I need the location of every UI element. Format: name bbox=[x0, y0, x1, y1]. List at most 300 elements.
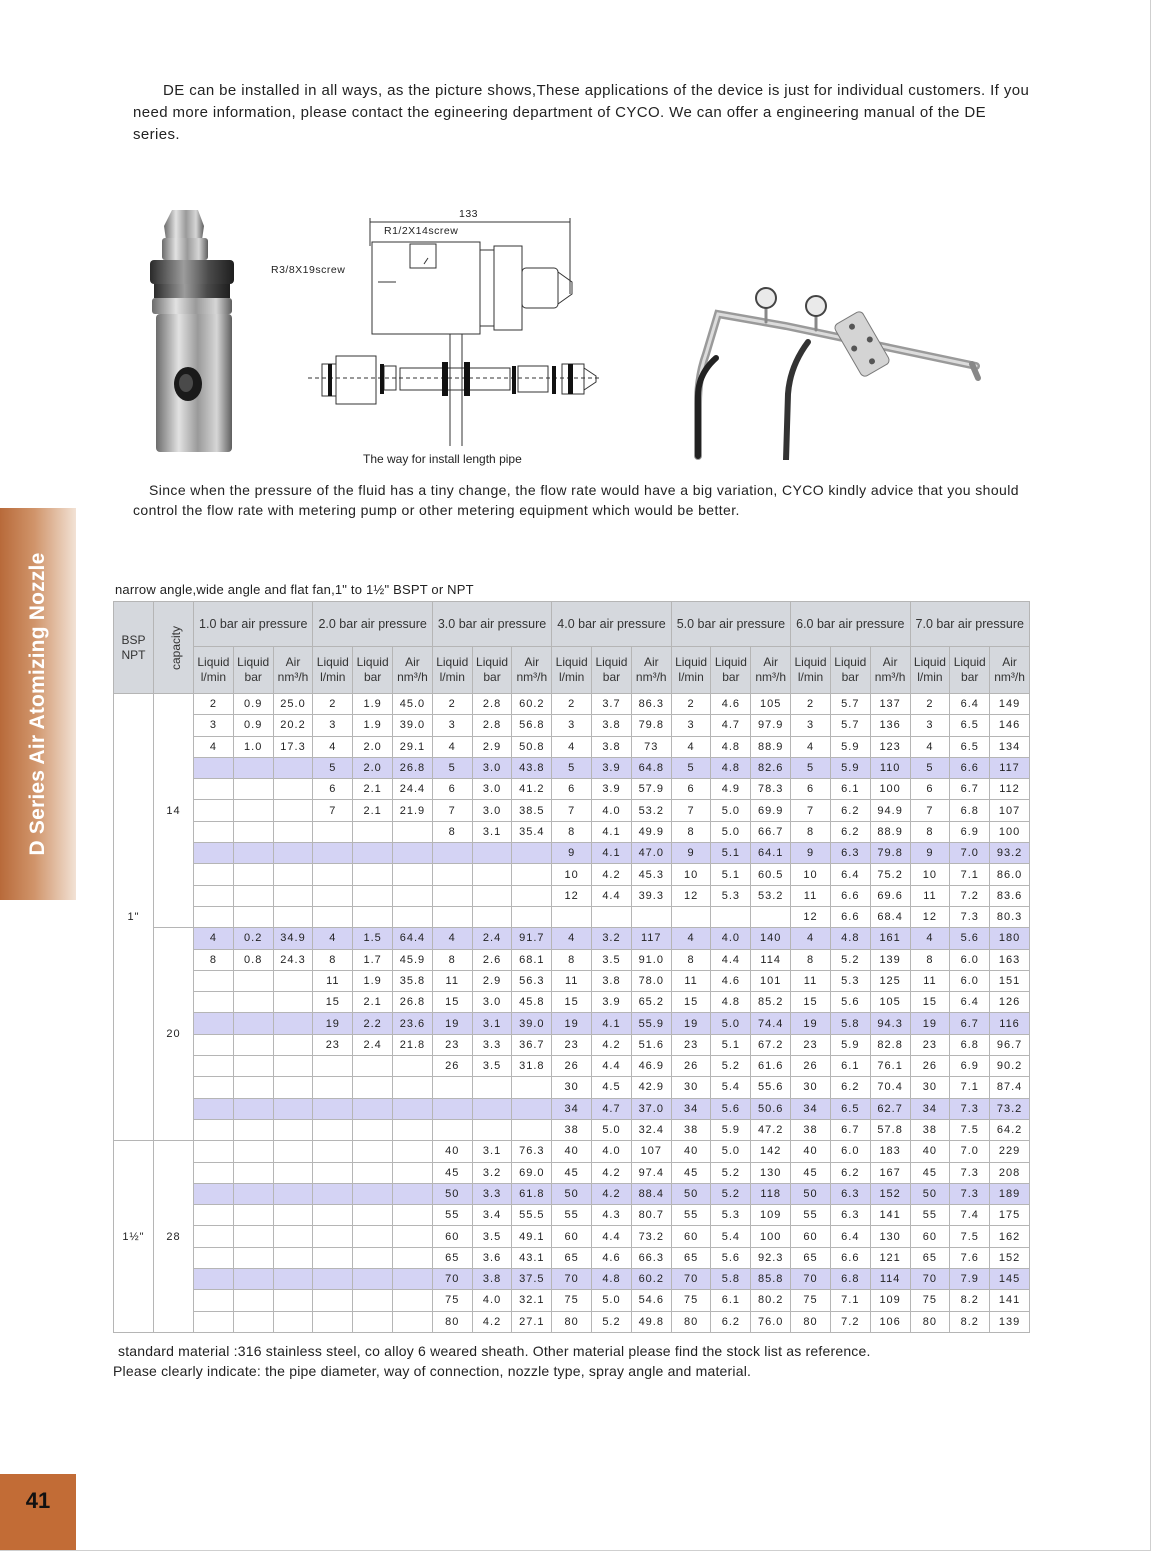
table-cell bbox=[313, 1183, 353, 1204]
table-cell: 1.9 bbox=[353, 694, 393, 715]
table-cell: 75 bbox=[791, 1290, 831, 1311]
table-cell: 7.1 bbox=[830, 1290, 870, 1311]
table-cell: 24.3 bbox=[273, 949, 313, 970]
table-cell: 151 bbox=[990, 970, 1030, 991]
table-row bbox=[114, 821, 1030, 842]
table-cell: 5.9 bbox=[830, 757, 870, 778]
table-cell: 86.3 bbox=[631, 694, 671, 715]
table-cell: 10 bbox=[910, 864, 950, 885]
table-cell: 55.6 bbox=[751, 1077, 791, 1098]
table-cell: 64.1 bbox=[751, 843, 791, 864]
table-cell: 8 bbox=[432, 949, 472, 970]
table-cell bbox=[592, 906, 632, 927]
table-cell: 40 bbox=[432, 1141, 472, 1162]
table-cell: 3.5 bbox=[472, 1226, 512, 1247]
table-cell: 34 bbox=[910, 1098, 950, 1119]
table-cell: 30 bbox=[910, 1077, 950, 1098]
table-cell: 6.5 bbox=[950, 736, 990, 757]
table-cell bbox=[353, 1119, 393, 1140]
sub-header: Liquid bar bbox=[592, 647, 632, 694]
table-cell: 5.7 bbox=[830, 715, 870, 736]
pressure-header: 4.0 bar air pressure bbox=[552, 602, 671, 647]
sub-header: Liquid l/min bbox=[791, 647, 831, 694]
table-cell: 5.3 bbox=[830, 970, 870, 991]
table-cell: 121 bbox=[870, 1247, 910, 1268]
table-cell bbox=[194, 1141, 234, 1162]
table-cell: 4 bbox=[552, 736, 592, 757]
table-cell: 2.9 bbox=[472, 970, 512, 991]
table-cell: 116 bbox=[990, 1013, 1030, 1034]
table-cell: 8 bbox=[313, 949, 353, 970]
table-cell: 85.2 bbox=[751, 992, 791, 1013]
table-cell bbox=[313, 1205, 353, 1226]
table-cell: 8 bbox=[432, 821, 472, 842]
table-cell: 142 bbox=[751, 1141, 791, 1162]
table-cell: 26 bbox=[791, 1056, 831, 1077]
table-cell bbox=[194, 992, 234, 1013]
table-cell: 4.8 bbox=[711, 736, 751, 757]
table-cell: 23 bbox=[432, 1034, 472, 1055]
table-cell: 4 bbox=[432, 928, 472, 949]
table-cell: 4 bbox=[313, 928, 353, 949]
capacity-cell: 14 bbox=[154, 694, 194, 928]
table-cell: 5.1 bbox=[711, 864, 751, 885]
table-cell: 70 bbox=[910, 1269, 950, 1290]
table-cell bbox=[353, 1226, 393, 1247]
table-cell: 40 bbox=[910, 1141, 950, 1162]
table-cell bbox=[273, 843, 313, 864]
table-cell: 107 bbox=[631, 1141, 671, 1162]
table-cell: 6.3 bbox=[830, 843, 870, 864]
table-cell: 3.5 bbox=[592, 949, 632, 970]
table-cell: 4.8 bbox=[830, 928, 870, 949]
table-cell bbox=[313, 821, 353, 842]
table-cell: 8 bbox=[194, 949, 234, 970]
table-cell bbox=[313, 1119, 353, 1140]
table-cell bbox=[233, 1311, 273, 1332]
pressure-header: 5.0 bar air pressure bbox=[671, 602, 790, 647]
table-cell bbox=[353, 1077, 393, 1098]
table-cell: 141 bbox=[870, 1205, 910, 1226]
table-row bbox=[114, 694, 1030, 715]
table-cell: 10 bbox=[552, 864, 592, 885]
table-cell: 4 bbox=[313, 736, 353, 757]
table-cell: 45 bbox=[791, 1162, 831, 1183]
table-cell: 161 bbox=[870, 928, 910, 949]
table-cell bbox=[273, 1141, 313, 1162]
table-cell: 7 bbox=[552, 800, 592, 821]
table-cell: 8 bbox=[671, 949, 711, 970]
table-cell bbox=[233, 1119, 273, 1140]
table-cell: 6 bbox=[910, 779, 950, 800]
table-cell: 5 bbox=[552, 757, 592, 778]
table-cell: 6.7 bbox=[950, 1013, 990, 1034]
table-cell: 70 bbox=[791, 1269, 831, 1290]
table-cell: 69.9 bbox=[751, 800, 791, 821]
table-cell: 3.3 bbox=[472, 1034, 512, 1055]
table-cell: 6.2 bbox=[830, 1077, 870, 1098]
table-row bbox=[114, 1013, 1030, 1034]
table-cell: 68.4 bbox=[870, 906, 910, 927]
footer-order-note: Please clearly indicate: the pipe diameter, way of connection, nozzle type, spray angle and material. bbox=[113, 1363, 752, 1379]
table-cell: 51.6 bbox=[631, 1034, 671, 1055]
table-cell bbox=[353, 885, 393, 906]
table-cell: 4.2 bbox=[472, 1311, 512, 1332]
table-cell: 46.9 bbox=[631, 1056, 671, 1077]
table-cell: 4.0 bbox=[711, 928, 751, 949]
table-cell: 7 bbox=[671, 800, 711, 821]
table-cell bbox=[233, 864, 273, 885]
table-cell bbox=[233, 1034, 273, 1055]
table-cell: 50 bbox=[910, 1183, 950, 1204]
table-cell bbox=[233, 800, 273, 821]
table-cell: 3.0 bbox=[472, 757, 512, 778]
table-cell: 17.3 bbox=[273, 736, 313, 757]
table-cell: 5 bbox=[432, 757, 472, 778]
table-cell: 76.0 bbox=[751, 1311, 791, 1332]
table-cell: 0.9 bbox=[233, 715, 273, 736]
table-cell: 78.3 bbox=[751, 779, 791, 800]
table-cell: 35.4 bbox=[512, 821, 552, 842]
table-cell: 4.9 bbox=[711, 779, 751, 800]
table-cell: 6.3 bbox=[830, 1183, 870, 1204]
table-cell: 7.3 bbox=[950, 906, 990, 927]
table-cell: 57.9 bbox=[631, 779, 671, 800]
table-cell: 3.8 bbox=[592, 715, 632, 736]
table-cell: 32.1 bbox=[512, 1290, 552, 1311]
table-cell: 42.9 bbox=[631, 1077, 671, 1098]
table-cell: 6 bbox=[432, 779, 472, 800]
sub-header: Liquid bar bbox=[950, 647, 990, 694]
table-cell bbox=[194, 1311, 234, 1332]
table-cell bbox=[233, 1098, 273, 1119]
table-cell: 45 bbox=[552, 1162, 592, 1183]
table-cell: 15 bbox=[552, 992, 592, 1013]
table-cell: 12 bbox=[791, 906, 831, 927]
table-cell: 6.7 bbox=[950, 779, 990, 800]
table-cell: 6.6 bbox=[830, 885, 870, 906]
table-cell bbox=[194, 1013, 234, 1034]
nozzle-photo bbox=[140, 208, 244, 456]
table-cell bbox=[273, 821, 313, 842]
table-cell: 6.0 bbox=[830, 1141, 870, 1162]
technical-drawing bbox=[300, 206, 612, 454]
table-cell bbox=[233, 843, 273, 864]
table-cell: 189 bbox=[990, 1183, 1030, 1204]
table-cell bbox=[313, 1269, 353, 1290]
table-cell: 94.3 bbox=[870, 1013, 910, 1034]
table-cell: 3.9 bbox=[592, 757, 632, 778]
table-cell: 49.9 bbox=[631, 821, 671, 842]
table-cell: 6.6 bbox=[830, 906, 870, 927]
table-cell bbox=[194, 970, 234, 991]
table-cell bbox=[472, 885, 512, 906]
table-cell: 38 bbox=[910, 1119, 950, 1140]
table-cell: 3.9 bbox=[592, 992, 632, 1013]
table-cell: 80.3 bbox=[990, 906, 1030, 927]
table-cell: 7.1 bbox=[950, 864, 990, 885]
table-cell: 10 bbox=[671, 864, 711, 885]
table-cell: 149 bbox=[990, 694, 1030, 715]
table-cell: 6.0 bbox=[950, 949, 990, 970]
table-cell: 11 bbox=[910, 970, 950, 991]
table-cell: 9 bbox=[552, 843, 592, 864]
table-cell: 3.0 bbox=[472, 800, 512, 821]
table-cell: 5.3 bbox=[711, 885, 751, 906]
table-cell: 3.2 bbox=[472, 1162, 512, 1183]
table-cell: 70 bbox=[671, 1269, 711, 1290]
table-cell: 45 bbox=[671, 1162, 711, 1183]
table-cell: 4 bbox=[791, 928, 831, 949]
table-cell: 145 bbox=[990, 1269, 1030, 1290]
table-cell: 4.6 bbox=[592, 1247, 632, 1268]
table-cell: 4.0 bbox=[592, 800, 632, 821]
table-cell bbox=[313, 906, 353, 927]
table-cell: 125 bbox=[870, 970, 910, 991]
table-row bbox=[114, 1056, 1030, 1077]
table-cell: 2 bbox=[671, 694, 711, 715]
sub-header: Air nm³/h bbox=[273, 647, 313, 694]
table-cell bbox=[393, 1226, 433, 1247]
table-cell bbox=[313, 1290, 353, 1311]
table-cell: 92.3 bbox=[751, 1247, 791, 1268]
table-cell bbox=[273, 885, 313, 906]
table-cell: 8 bbox=[791, 949, 831, 970]
table-cell: 65 bbox=[671, 1247, 711, 1268]
capacity-header: capacity bbox=[154, 602, 194, 694]
table-cell bbox=[273, 970, 313, 991]
table-cell: 15 bbox=[432, 992, 472, 1013]
table-cell: 5.0 bbox=[711, 800, 751, 821]
table-cell: 140 bbox=[751, 928, 791, 949]
table-cell bbox=[353, 864, 393, 885]
table-cell: 68.1 bbox=[512, 949, 552, 970]
table-cell: 4.2 bbox=[592, 1162, 632, 1183]
table-cell: 2.0 bbox=[353, 757, 393, 778]
table-cell: 6.4 bbox=[950, 694, 990, 715]
table-cell: 61.6 bbox=[751, 1056, 791, 1077]
table-cell: 7.6 bbox=[950, 1247, 990, 1268]
table-cell: 93.2 bbox=[990, 843, 1030, 864]
table-cell: 5.8 bbox=[711, 1269, 751, 1290]
table-row bbox=[114, 928, 1030, 949]
table-row bbox=[114, 1119, 1030, 1140]
table-cell: 6.6 bbox=[950, 757, 990, 778]
table-cell: 1.9 bbox=[353, 970, 393, 991]
table-cell: 2.8 bbox=[472, 694, 512, 715]
table-cell: 2 bbox=[552, 694, 592, 715]
table-cell bbox=[273, 1013, 313, 1034]
table-cell: 6.5 bbox=[830, 1098, 870, 1119]
table-cell: 4.7 bbox=[711, 715, 751, 736]
table-cell: 9 bbox=[791, 843, 831, 864]
table-cell: 49.8 bbox=[631, 1311, 671, 1332]
table-cell: 7.0 bbox=[950, 843, 990, 864]
table-cell: 6 bbox=[313, 779, 353, 800]
dimension-label: 133 bbox=[459, 208, 479, 220]
table-cell: 229 bbox=[990, 1141, 1030, 1162]
table-cell bbox=[353, 1311, 393, 1332]
table-cell: 47.0 bbox=[631, 843, 671, 864]
table-cell: 75 bbox=[671, 1290, 711, 1311]
table-cell bbox=[194, 821, 234, 842]
table-cell bbox=[313, 1141, 353, 1162]
table-cell: 24.4 bbox=[393, 779, 433, 800]
table-cell: 5.0 bbox=[592, 1290, 632, 1311]
table-cell: 3.1 bbox=[472, 1013, 512, 1034]
table-cell: 137 bbox=[870, 694, 910, 715]
table-row bbox=[114, 864, 1030, 885]
table-cell: 45 bbox=[432, 1162, 472, 1183]
table-cell: 114 bbox=[870, 1269, 910, 1290]
table-cell: 6.9 bbox=[950, 1056, 990, 1077]
table-cell: 23 bbox=[552, 1034, 592, 1055]
sub-header: Liquid bar bbox=[711, 647, 751, 694]
table-cell: 3.7 bbox=[592, 694, 632, 715]
table-row bbox=[114, 1247, 1030, 1268]
table-cell bbox=[472, 1077, 512, 1098]
table-cell: 3 bbox=[194, 715, 234, 736]
table-cell: 80.2 bbox=[751, 1290, 791, 1311]
table-cell: 5 bbox=[791, 757, 831, 778]
table-cell: 10 bbox=[791, 864, 831, 885]
table-cell: 27.1 bbox=[512, 1311, 552, 1332]
table-cell: 5.9 bbox=[711, 1119, 751, 1140]
table-row bbox=[114, 949, 1030, 970]
table-cell: 163 bbox=[990, 949, 1030, 970]
table-cell: 6.7 bbox=[830, 1119, 870, 1140]
screw-label-2: R3/8X19screw bbox=[271, 264, 346, 276]
sub-header: Air nm³/h bbox=[990, 647, 1030, 694]
table-cell: 4.1 bbox=[592, 1013, 632, 1034]
table-cell bbox=[233, 906, 273, 927]
table-row bbox=[114, 779, 1030, 800]
table-cell: 4 bbox=[194, 928, 234, 949]
table-cell: 19 bbox=[671, 1013, 711, 1034]
table-cell: 100 bbox=[751, 1226, 791, 1247]
footer-material-note: standard material :316 stainless steel, co alloy 6 weared sheath. Other material please find the stock list as reference. bbox=[118, 1343, 871, 1359]
table-cell: 2.4 bbox=[353, 1034, 393, 1055]
table-cell: 2.9 bbox=[472, 736, 512, 757]
table-cell bbox=[273, 1162, 313, 1183]
table-cell: 4.6 bbox=[711, 970, 751, 991]
sub-header: Liquid l/min bbox=[194, 647, 234, 694]
table-cell: 97.4 bbox=[631, 1162, 671, 1183]
table-cell bbox=[472, 843, 512, 864]
table-cell: 6.0 bbox=[950, 970, 990, 991]
table-cell: 180 bbox=[990, 928, 1030, 949]
pressure-header: 7.0 bar air pressure bbox=[910, 602, 1029, 647]
table-row bbox=[114, 1290, 1030, 1311]
table-cell bbox=[194, 1205, 234, 1226]
table-cell: 30 bbox=[552, 1077, 592, 1098]
table-cell bbox=[273, 1269, 313, 1290]
table-cell: 50 bbox=[552, 1183, 592, 1204]
table-cell: 5.0 bbox=[711, 1141, 751, 1162]
table-cell bbox=[432, 906, 472, 927]
table-cell bbox=[671, 906, 711, 927]
table-cell: 3.9 bbox=[592, 779, 632, 800]
table-cell bbox=[353, 1162, 393, 1183]
table-cell: 6.2 bbox=[830, 1162, 870, 1183]
table-cell: 85.8 bbox=[751, 1269, 791, 1290]
table-cell: 5 bbox=[671, 757, 711, 778]
table-cell: 6.2 bbox=[711, 1311, 751, 1332]
table-cell: 8 bbox=[791, 821, 831, 842]
table-cell: 6.4 bbox=[950, 992, 990, 1013]
table-cell: 60.2 bbox=[512, 694, 552, 715]
table-cell bbox=[194, 1183, 234, 1204]
sub-header: Liquid l/min bbox=[313, 647, 353, 694]
table-cell bbox=[393, 1162, 433, 1183]
table-cell bbox=[194, 864, 234, 885]
table-cell: 5.4 bbox=[711, 1077, 751, 1098]
table-cell: 5 bbox=[910, 757, 950, 778]
table-cell: 5.2 bbox=[592, 1311, 632, 1332]
table-cell bbox=[393, 821, 433, 842]
table-cell bbox=[273, 1226, 313, 1247]
table-cell: 79.8 bbox=[870, 843, 910, 864]
table-cell: 4 bbox=[791, 736, 831, 757]
table-cell: 11 bbox=[671, 970, 711, 991]
table-cell: 69.0 bbox=[512, 1162, 552, 1183]
table-cell: 45.3 bbox=[631, 864, 671, 885]
table-row bbox=[114, 992, 1030, 1013]
table-cell: 73 bbox=[631, 736, 671, 757]
table-cell: 32.4 bbox=[631, 1119, 671, 1140]
table-cell: 4 bbox=[671, 736, 711, 757]
table-cell: 75 bbox=[432, 1290, 472, 1311]
table-cell bbox=[432, 1098, 472, 1119]
table-cell: 26 bbox=[671, 1056, 711, 1077]
table-cell bbox=[233, 1056, 273, 1077]
table-cell: 3 bbox=[552, 715, 592, 736]
table-cell: 57.8 bbox=[870, 1119, 910, 1140]
table-cell: 50 bbox=[791, 1183, 831, 1204]
table-cell: 53.2 bbox=[631, 800, 671, 821]
table-cell: 66.3 bbox=[631, 1247, 671, 1268]
table-cell: 5.2 bbox=[711, 1056, 751, 1077]
table-cell bbox=[233, 1013, 273, 1034]
table-cell: 55 bbox=[671, 1205, 711, 1226]
table-cell: 6.1 bbox=[711, 1290, 751, 1311]
table-cell bbox=[273, 1183, 313, 1204]
table-cell bbox=[273, 1247, 313, 1268]
table-cell: 3.3 bbox=[472, 1183, 512, 1204]
table-cell: 45.9 bbox=[393, 949, 433, 970]
table-cell: 45.0 bbox=[393, 694, 433, 715]
table-cell: 5.3 bbox=[711, 1205, 751, 1226]
table-cell: 55 bbox=[791, 1205, 831, 1226]
table-cell: 60 bbox=[671, 1226, 711, 1247]
table-cell bbox=[353, 1290, 393, 1311]
table-cell: 55.9 bbox=[631, 1013, 671, 1034]
table-cell: 6.8 bbox=[950, 800, 990, 821]
table-cell: 5.7 bbox=[830, 694, 870, 715]
table-cell: 2.1 bbox=[353, 992, 393, 1013]
table-cell: 175 bbox=[990, 1205, 1030, 1226]
pipe-assembly-photo bbox=[676, 284, 986, 460]
table-cell bbox=[194, 1162, 234, 1183]
table-cell bbox=[194, 1247, 234, 1268]
table-cell: 38.5 bbox=[512, 800, 552, 821]
table-cell: 45.8 bbox=[512, 992, 552, 1013]
table-cell: 91.7 bbox=[512, 928, 552, 949]
table-cell bbox=[353, 821, 393, 842]
table-cell: 7 bbox=[313, 800, 353, 821]
table-cell: 21.8 bbox=[393, 1034, 433, 1055]
table-cell: 76.3 bbox=[512, 1141, 552, 1162]
